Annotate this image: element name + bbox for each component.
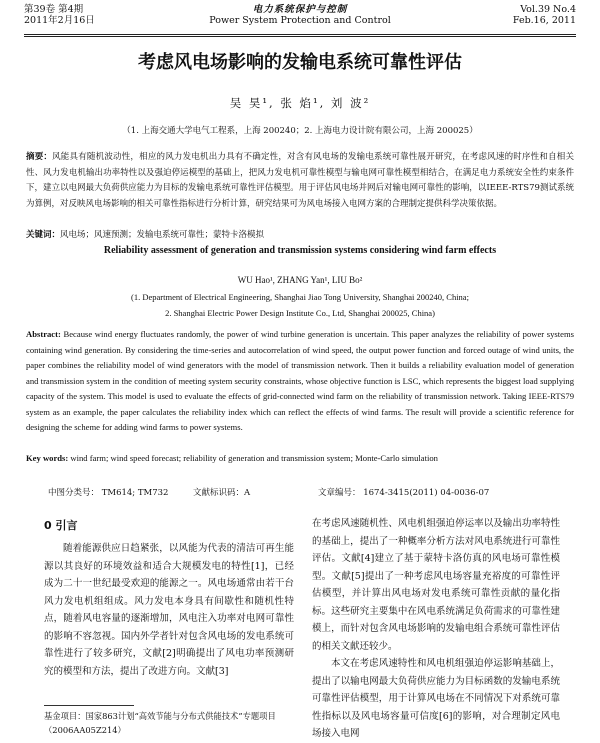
intro-paragraph-1: 随着能源供应日趋紧张，以风能为代表的清洁可再生能源以其良好的环境效益和适合大规模发电的特性[1]，已经成为二十一世纪最受欢迎的能源之一。风电场通常由若干台风力发电机组组成。风力发电本身具有间歇性和随机性特点，随着风电容量的逐渐增加，风电注入功率对电网可靠性的影响不容忽视。国内外学者针对包含风电场的发电系统可靠性进行了较多研究，文献[2]明确提出了风电功率预测研究的模型和方法，提出了改进方向。文献[3] [44, 543, 294, 677]
journal-name-en: Power System Protection and Control [209, 15, 391, 26]
section-heading-introduction: 0 引言 [44, 519, 78, 532]
paper-title-en: Reliability assessment of generation and transmission systems considering wind farm effects [103, 245, 497, 256]
intro-paragraph-2: 本文在考虑风速特性和风电机组强迫停运影响基础上，提出了以输电网最大负荷供应能力为目标函数的发输电系统可靠性评估模型，用于计算风电场在不同情况下对系统可靠性指标以及风电场容量可信度[6]的影响，对合理制定风电场接入电网 [312, 658, 560, 739]
affiliations-cn: （1. 上海交通大学电气工程系，上海 200240；2. 上海电力设计院有限公司，上海 200025） [122, 126, 478, 136]
volume-info-en [513, 4, 576, 26]
affiliation-en-2: 2. Shanghai Electric Power Design Institute Co., Ltd, Shanghai 200025, China) [165, 308, 435, 318]
keywords-en [26, 451, 574, 467]
paper-title-cn: 考虑风电场影响的发输电系统可靠性评估 [138, 52, 462, 73]
document-code: 文献标识码：A [193, 488, 251, 498]
journal-header [24, 4, 576, 34]
header-rule-thin [24, 36, 576, 37]
funding-text: 国家863计划“高效节能与分布式供能技术”专题项目（2006AA05Z214） [44, 711, 276, 735]
header-rule [24, 34, 576, 35]
volume-issue-cn: 第39卷 第4期 [24, 4, 84, 15]
keywords-cn [26, 228, 574, 244]
funding-label: 基金项目： [44, 711, 86, 721]
date-cn: 2011年2月16日 [24, 15, 95, 26]
journal-name [24, 4, 576, 26]
intro-paragraph-continued: 在考虑风速随机性、风电机组强迫停运率以及输出功率特性的基础上，提出了一种概率分析方法对风电系统进行可靠性评估。文献[4]建立了基于蒙特卡洛仿真的风电场可靠性模型。文献[5]提出了一种考虑风电场容量充裕度的可靠性评估模型，并计算出风电场对发电系统可靠性贡献的量化指标。这些研究主要集中在风电系统满足负荷需求的可靠性建模上，而针对包含风电场影响的发输电组合系统可靠性评估的相关文献还较少。 [312, 518, 560, 652]
keywords-text-cn: 风电场；风速预测；发输电系统可靠性；蒙特卡洛模拟 [60, 230, 265, 240]
funding-footnote [44, 709, 294, 737]
footnote-rule [44, 705, 134, 706]
journal-name-cn: 电力系统保护与控制 [252, 4, 348, 15]
authors-en: WU Hao¹, ZHANG Yan¹, LIU Bo² [237, 275, 363, 285]
article-number: 文章编号： 1674-3415(2011) 04-0036-07 [318, 488, 490, 498]
authors-cn: 吴 昊¹, 张 焰¹, 刘 波² [229, 96, 371, 110]
abstract-label-cn: 摘要： [26, 152, 53, 162]
volume-issue-en: Vol.39 No.4 [520, 4, 576, 15]
clc-number: 中图分类号： TM614; TM732 [48, 488, 169, 498]
affiliation-en-1: (1. Department of Electrical Engineering, Shanghai Jiao Tong University, Shanghai 200240, China; [131, 292, 469, 302]
keywords-text-en: wind farm; wind speed forecast; reliability of generation and transmission system; Monte-Carlo simulation [70, 453, 438, 463]
body-column-right [312, 515, 560, 743]
keywords-label-cn: 关键词： [26, 230, 61, 240]
abstract-cn [26, 150, 574, 212]
keywords-label-en: Key words: [26, 453, 69, 463]
abstract-en [26, 327, 574, 436]
abstract-text-en: Because wind energy fluctuates randomly, the power of wind turbine generation is uncertain. This paper analyzes the reliability of power systems containing wind generation. By considering the time-series and autocorrelation of wind speed, the output power function and forced outage of wind units, the paper combines the reliability model of wind generators with the model of transmission network. Then it builds a reliability evaluation model of generation and transmission system in the condition of meeting system security constraints, whose objective function is LSC, which represents the biggest load supplying capacity of the system. This model is used to evaluate the effects of grid-connected wind farm on the reliability of transmission network. Taking IEEE-RTS79 system as an example, the paper calculates the reliability index which can reflect the effects of wind farms. The result will provide a scientific reference for designing the scheme for adding wind farms to power systems. [26, 329, 574, 432]
body-column-left [44, 540, 294, 680]
abstract-label-en: Abstract: [26, 329, 61, 339]
date-en: Feb.16, 2011 [512, 15, 576, 26]
abstract-text-cn: 风能具有随机波动性，相应的风力发电机出力具有不确定性，对含有风电场的发输电系统可靠性展开研究，在考虑风速的时序性和自相关性、风力发电机输出功率特性以及强迫停运模型的基础上，把风力发电机可靠性模型与输电网可靠性模型相结合，在满足电力系统安全性约束条件下，建立以电网最大负荷供应能力为目标的发输电系统可靠性评估模型。用于评估风电场并网后对输电网可靠性的影响，以IEEE-RTS79测试系统为算例，对反映风电场影响的相关可靠性指标进行分析计算，研究结果可为风电场接入电网方案的合理制定提供科学决策依据。 [26, 152, 574, 209]
